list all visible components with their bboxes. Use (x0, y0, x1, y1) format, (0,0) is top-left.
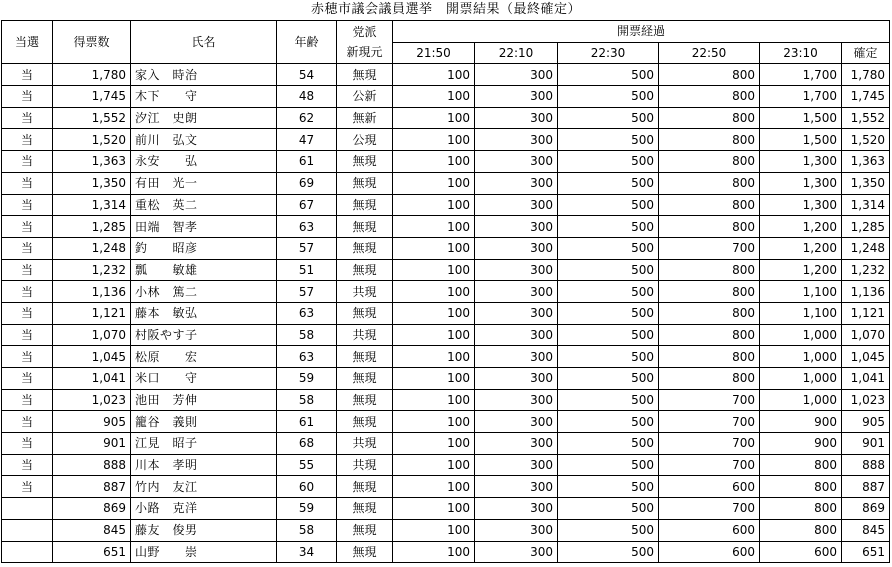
progress-cell: 500 (558, 107, 659, 129)
progress-cell: 800 (760, 454, 842, 476)
elected-cell: 当 (2, 476, 53, 498)
candidate-name: 江見 昭子 (131, 433, 277, 455)
progress-cell: 100 (393, 281, 475, 303)
header-time: 22:50 (659, 42, 760, 64)
votes-cell: 1,121 (53, 302, 131, 324)
age-cell: 63 (277, 216, 337, 238)
progress-cell: 300 (475, 541, 558, 563)
progress-cell: 800 (760, 519, 842, 541)
progress-cell: 500 (558, 476, 659, 498)
party-cell: 無現 (337, 389, 393, 411)
votes-cell: 651 (53, 541, 131, 563)
elected-cell: 当 (2, 368, 53, 390)
elected-cell: 当 (2, 454, 53, 476)
votes-cell: 901 (53, 433, 131, 455)
candidate-name: 小路 克洋 (131, 498, 277, 520)
progress-cell: 300 (475, 64, 558, 86)
final-count-cell: 1,232 (842, 259, 890, 281)
candidate-name: 有田 光一 (131, 172, 277, 194)
progress-cell: 500 (558, 541, 659, 563)
table-row (2, 498, 890, 520)
header-time: 23:10 (760, 42, 842, 64)
progress-cell: 100 (393, 346, 475, 368)
candidate-name: 瓢 敏雄 (131, 259, 277, 281)
party-cell: 無現 (337, 368, 393, 390)
age-cell: 69 (277, 172, 337, 194)
age-cell: 48 (277, 86, 337, 108)
progress-cell: 100 (393, 216, 475, 238)
progress-cell: 500 (558, 151, 659, 173)
progress-cell: 500 (558, 411, 659, 433)
progress-cell: 300 (475, 172, 558, 194)
progress-cell: 900 (760, 411, 842, 433)
party-cell: 共現 (337, 281, 393, 303)
progress-cell: 100 (393, 129, 475, 151)
progress-cell: 800 (659, 194, 760, 216)
header-party (337, 21, 393, 64)
age-cell: 59 (277, 368, 337, 390)
progress-cell: 1,100 (760, 281, 842, 303)
party-cell: 無現 (337, 64, 393, 86)
progress-cell: 800 (659, 368, 760, 390)
elected-cell: 当 (2, 346, 53, 368)
progress-cell: 1,000 (760, 324, 842, 346)
table-row (2, 476, 890, 498)
candidate-name: 永安 弘 (131, 151, 277, 173)
table-row (2, 541, 890, 563)
header-row (2, 21, 890, 43)
elected-cell: 当 (2, 237, 53, 259)
candidate-name: 山野 崇 (131, 541, 277, 563)
final-count-cell: 888 (842, 454, 890, 476)
elected-cell: 当 (2, 107, 53, 129)
candidate-name: 籠谷 義則 (131, 411, 277, 433)
progress-cell: 500 (558, 194, 659, 216)
progress-cell: 300 (475, 216, 558, 238)
table-row (2, 324, 890, 346)
elected-cell: 当 (2, 411, 53, 433)
page-title: 赤穂市議会議員選挙 開票結果（最終確定） (310, 2, 581, 17)
party-cell: 共現 (337, 454, 393, 476)
progress-cell: 300 (475, 129, 558, 151)
party-cell: 無現 (337, 411, 393, 433)
candidate-name: 竹内 友江 (131, 476, 277, 498)
progress-cell: 300 (475, 302, 558, 324)
progress-cell: 300 (475, 346, 558, 368)
votes-cell: 1,136 (53, 281, 131, 303)
progress-cell: 1,300 (760, 172, 842, 194)
progress-cell: 700 (659, 498, 760, 520)
party-cell: 無現 (337, 519, 393, 541)
progress-cell: 300 (475, 237, 558, 259)
progress-cell: 100 (393, 433, 475, 455)
votes-cell: 1,350 (53, 172, 131, 194)
age-cell: 57 (277, 237, 337, 259)
progress-cell: 500 (558, 237, 659, 259)
progress-cell: 800 (659, 64, 760, 86)
table-row (2, 389, 890, 411)
final-count-cell: 905 (842, 411, 890, 433)
progress-cell: 100 (393, 86, 475, 108)
progress-cell: 300 (475, 411, 558, 433)
progress-cell: 300 (475, 194, 558, 216)
progress-cell: 800 (659, 346, 760, 368)
final-count-cell: 887 (842, 476, 890, 498)
header-age: 年齢 (277, 21, 337, 64)
age-cell: 63 (277, 302, 337, 324)
party-cell: 無新 (337, 107, 393, 129)
table-row (2, 519, 890, 541)
header-time: 22:10 (475, 42, 558, 64)
final-count-cell: 1,520 (842, 129, 890, 151)
progress-cell: 1,200 (760, 237, 842, 259)
party-cell: 公現 (337, 129, 393, 151)
results-body (2, 64, 890, 563)
progress-cell: 600 (659, 519, 760, 541)
progress-cell: 300 (475, 324, 558, 346)
votes-cell: 845 (53, 519, 131, 541)
progress-cell: 100 (393, 172, 475, 194)
votes-cell: 888 (53, 454, 131, 476)
progress-cell: 800 (659, 86, 760, 108)
table-row (2, 259, 890, 281)
party-cell: 無現 (337, 346, 393, 368)
party-cell: 無現 (337, 194, 393, 216)
age-cell: 61 (277, 151, 337, 173)
progress-cell: 500 (558, 302, 659, 324)
final-count-cell: 1,552 (842, 107, 890, 129)
progress-cell: 300 (475, 368, 558, 390)
votes-cell: 1,520 (53, 129, 131, 151)
age-cell: 62 (277, 107, 337, 129)
final-count-cell: 1,136 (842, 281, 890, 303)
progress-cell: 100 (393, 237, 475, 259)
progress-cell: 100 (393, 476, 475, 498)
progress-cell: 800 (659, 281, 760, 303)
age-cell: 57 (277, 281, 337, 303)
elected-cell: 当 (2, 302, 53, 324)
final-count-cell: 1,363 (842, 151, 890, 173)
progress-cell: 300 (475, 86, 558, 108)
table-row (2, 368, 890, 390)
progress-cell: 800 (659, 107, 760, 129)
age-cell: 58 (277, 324, 337, 346)
progress-cell: 800 (760, 476, 842, 498)
elected-cell (2, 498, 53, 520)
progress-cell: 100 (393, 324, 475, 346)
party-cell: 無現 (337, 216, 393, 238)
progress-cell: 1,000 (760, 346, 842, 368)
candidate-name: 前川 弘文 (131, 129, 277, 151)
table-row (2, 302, 890, 324)
progress-cell: 1,200 (760, 259, 842, 281)
progress-cell: 100 (393, 454, 475, 476)
candidate-name: 木下 守 (131, 86, 277, 108)
party-cell: 共現 (337, 324, 393, 346)
progress-cell: 100 (393, 368, 475, 390)
progress-cell: 100 (393, 389, 475, 411)
header-time: 22:30 (558, 42, 659, 64)
progress-cell: 800 (659, 172, 760, 194)
progress-cell: 700 (659, 237, 760, 259)
votes-cell: 1,045 (53, 346, 131, 368)
progress-cell: 1,000 (760, 368, 842, 390)
header-party-line2: 新現元 (346, 45, 383, 60)
candidate-name: 家入 時治 (131, 64, 277, 86)
votes-cell: 887 (53, 476, 131, 498)
final-count-cell: 651 (842, 541, 890, 563)
age-cell: 60 (277, 476, 337, 498)
progress-cell: 500 (558, 216, 659, 238)
progress-cell: 300 (475, 498, 558, 520)
party-cell: 無現 (337, 259, 393, 281)
final-count-cell: 1,350 (842, 172, 890, 194)
progress-cell: 1,700 (760, 86, 842, 108)
progress-cell: 300 (475, 151, 558, 173)
elected-cell: 当 (2, 86, 53, 108)
progress-cell: 100 (393, 64, 475, 86)
progress-cell: 500 (558, 86, 659, 108)
elected-cell: 当 (2, 433, 53, 455)
final-count-cell: 1,121 (842, 302, 890, 324)
progress-cell: 500 (558, 281, 659, 303)
progress-cell: 800 (659, 302, 760, 324)
elected-cell: 当 (2, 129, 53, 151)
header-votes: 得票数 (53, 21, 131, 64)
progress-cell: 100 (393, 519, 475, 541)
party-cell: 公新 (337, 86, 393, 108)
age-cell: 34 (277, 541, 337, 563)
progress-cell: 1,500 (760, 129, 842, 151)
progress-cell: 800 (659, 216, 760, 238)
progress-cell: 300 (475, 476, 558, 498)
table-row (2, 237, 890, 259)
progress-cell: 500 (558, 324, 659, 346)
progress-cell: 500 (558, 64, 659, 86)
party-cell: 無現 (337, 498, 393, 520)
progress-cell: 1,300 (760, 194, 842, 216)
votes-cell: 905 (53, 411, 131, 433)
final-count-cell: 1,070 (842, 324, 890, 346)
age-cell: 47 (277, 129, 337, 151)
progress-cell: 500 (558, 172, 659, 194)
table-row (2, 194, 890, 216)
votes-cell: 1,314 (53, 194, 131, 216)
header-final: 確定 (842, 42, 890, 64)
progress-cell: 700 (659, 411, 760, 433)
age-cell: 58 (277, 519, 337, 541)
elected-cell: 当 (2, 64, 53, 86)
party-cell: 無現 (337, 237, 393, 259)
age-cell: 67 (277, 194, 337, 216)
progress-cell: 300 (475, 433, 558, 455)
progress-cell: 300 (475, 519, 558, 541)
votes-cell: 1,745 (53, 86, 131, 108)
progress-cell: 100 (393, 194, 475, 216)
candidate-name: 池田 芳伸 (131, 389, 277, 411)
votes-cell: 869 (53, 498, 131, 520)
progress-cell: 1,300 (760, 151, 842, 173)
header-elected: 当選 (2, 21, 53, 64)
final-count-cell: 1,041 (842, 368, 890, 390)
final-count-cell: 869 (842, 498, 890, 520)
elected-cell: 当 (2, 281, 53, 303)
final-count-cell: 845 (842, 519, 890, 541)
table-row (2, 411, 890, 433)
age-cell: 54 (277, 64, 337, 86)
results-table (1, 20, 890, 563)
progress-cell: 800 (659, 129, 760, 151)
votes-cell: 1,232 (53, 259, 131, 281)
party-cell: 無現 (337, 302, 393, 324)
candidate-name: 藤友 俊男 (131, 519, 277, 541)
progress-cell: 800 (659, 151, 760, 173)
header-party-line1: 党派 (352, 25, 377, 40)
progress-cell: 100 (393, 259, 475, 281)
progress-cell: 600 (659, 476, 760, 498)
age-cell: 68 (277, 433, 337, 455)
final-count-cell: 1,285 (842, 216, 890, 238)
elected-cell: 当 (2, 172, 53, 194)
elected-cell: 当 (2, 194, 53, 216)
votes-cell: 1,041 (53, 368, 131, 390)
progress-cell: 300 (475, 281, 558, 303)
candidate-name: 田端 智孝 (131, 216, 277, 238)
progress-cell: 500 (558, 368, 659, 390)
candidate-name: 藤本 敏弘 (131, 302, 277, 324)
progress-cell: 600 (760, 541, 842, 563)
candidate-name: 米口 守 (131, 368, 277, 390)
party-cell: 無現 (337, 151, 393, 173)
progress-cell: 500 (558, 389, 659, 411)
table-row (2, 107, 890, 129)
progress-cell: 1,700 (760, 64, 842, 86)
progress-cell: 500 (558, 346, 659, 368)
progress-cell: 100 (393, 498, 475, 520)
final-count-cell: 1,745 (842, 86, 890, 108)
progress-cell: 100 (393, 151, 475, 173)
party-cell: 無現 (337, 172, 393, 194)
progress-cell: 900 (760, 433, 842, 455)
progress-cell: 1,000 (760, 389, 842, 411)
progress-cell: 1,100 (760, 302, 842, 324)
progress-cell: 800 (760, 498, 842, 520)
progress-cell: 100 (393, 107, 475, 129)
candidate-name: 村阪やす子 (131, 324, 277, 346)
age-cell: 63 (277, 346, 337, 368)
elected-cell: 当 (2, 324, 53, 346)
party-cell: 無現 (337, 476, 393, 498)
table-row (2, 281, 890, 303)
progress-cell: 100 (393, 541, 475, 563)
table-row (2, 346, 890, 368)
party-cell: 共現 (337, 433, 393, 455)
votes-cell: 1,023 (53, 389, 131, 411)
final-count-cell: 1,248 (842, 237, 890, 259)
elected-cell: 当 (2, 151, 53, 173)
candidate-name: 重松 英二 (131, 194, 277, 216)
table-row (2, 129, 890, 151)
final-count-cell: 1,045 (842, 346, 890, 368)
progress-cell: 700 (659, 433, 760, 455)
candidate-name: 汐江 史朗 (131, 107, 277, 129)
progress-cell: 300 (475, 389, 558, 411)
votes-cell: 1,070 (53, 324, 131, 346)
elected-cell (2, 541, 53, 563)
progress-cell: 1,200 (760, 216, 842, 238)
candidate-name: 川本 孝明 (131, 454, 277, 476)
votes-cell: 1,363 (53, 151, 131, 173)
progress-cell: 300 (475, 259, 558, 281)
header-progress: 開票経過 (393, 21, 890, 43)
header-name: 氏名 (131, 21, 277, 64)
table-row (2, 433, 890, 455)
header-time: 21:50 (393, 42, 475, 64)
age-cell: 51 (277, 259, 337, 281)
table-row (2, 151, 890, 173)
progress-cell: 500 (558, 454, 659, 476)
progress-cell: 500 (558, 519, 659, 541)
age-cell: 55 (277, 454, 337, 476)
table-row (2, 172, 890, 194)
progress-cell: 700 (659, 454, 760, 476)
progress-cell: 100 (393, 302, 475, 324)
party-cell: 無現 (337, 541, 393, 563)
votes-cell: 1,552 (53, 107, 131, 129)
progress-cell: 100 (393, 411, 475, 433)
table-row (2, 86, 890, 108)
progress-cell: 800 (659, 324, 760, 346)
final-count-cell: 1,314 (842, 194, 890, 216)
progress-cell: 300 (475, 107, 558, 129)
candidate-name: 釣 昭彦 (131, 237, 277, 259)
elected-cell: 当 (2, 216, 53, 238)
age-cell: 58 (277, 389, 337, 411)
elected-cell: 当 (2, 389, 53, 411)
table-row (2, 64, 890, 86)
final-count-cell: 1,780 (842, 64, 890, 86)
table-row (2, 216, 890, 238)
candidate-name: 小林 篤二 (131, 281, 277, 303)
votes-cell: 1,285 (53, 216, 131, 238)
progress-cell: 600 (659, 541, 760, 563)
elected-cell (2, 519, 53, 541)
progress-cell: 500 (558, 433, 659, 455)
candidate-name: 松原 宏 (131, 346, 277, 368)
table-row (2, 454, 890, 476)
progress-cell: 1,500 (760, 107, 842, 129)
progress-cell: 500 (558, 498, 659, 520)
elected-cell: 当 (2, 259, 53, 281)
progress-cell: 500 (558, 129, 659, 151)
final-count-cell: 901 (842, 433, 890, 455)
progress-cell: 700 (659, 389, 760, 411)
votes-cell: 1,780 (53, 64, 131, 86)
age-cell: 61 (277, 411, 337, 433)
final-count-cell: 1,023 (842, 389, 890, 411)
progress-cell: 500 (558, 259, 659, 281)
progress-cell: 800 (659, 259, 760, 281)
votes-cell: 1,248 (53, 237, 131, 259)
age-cell: 59 (277, 498, 337, 520)
progress-cell: 300 (475, 454, 558, 476)
